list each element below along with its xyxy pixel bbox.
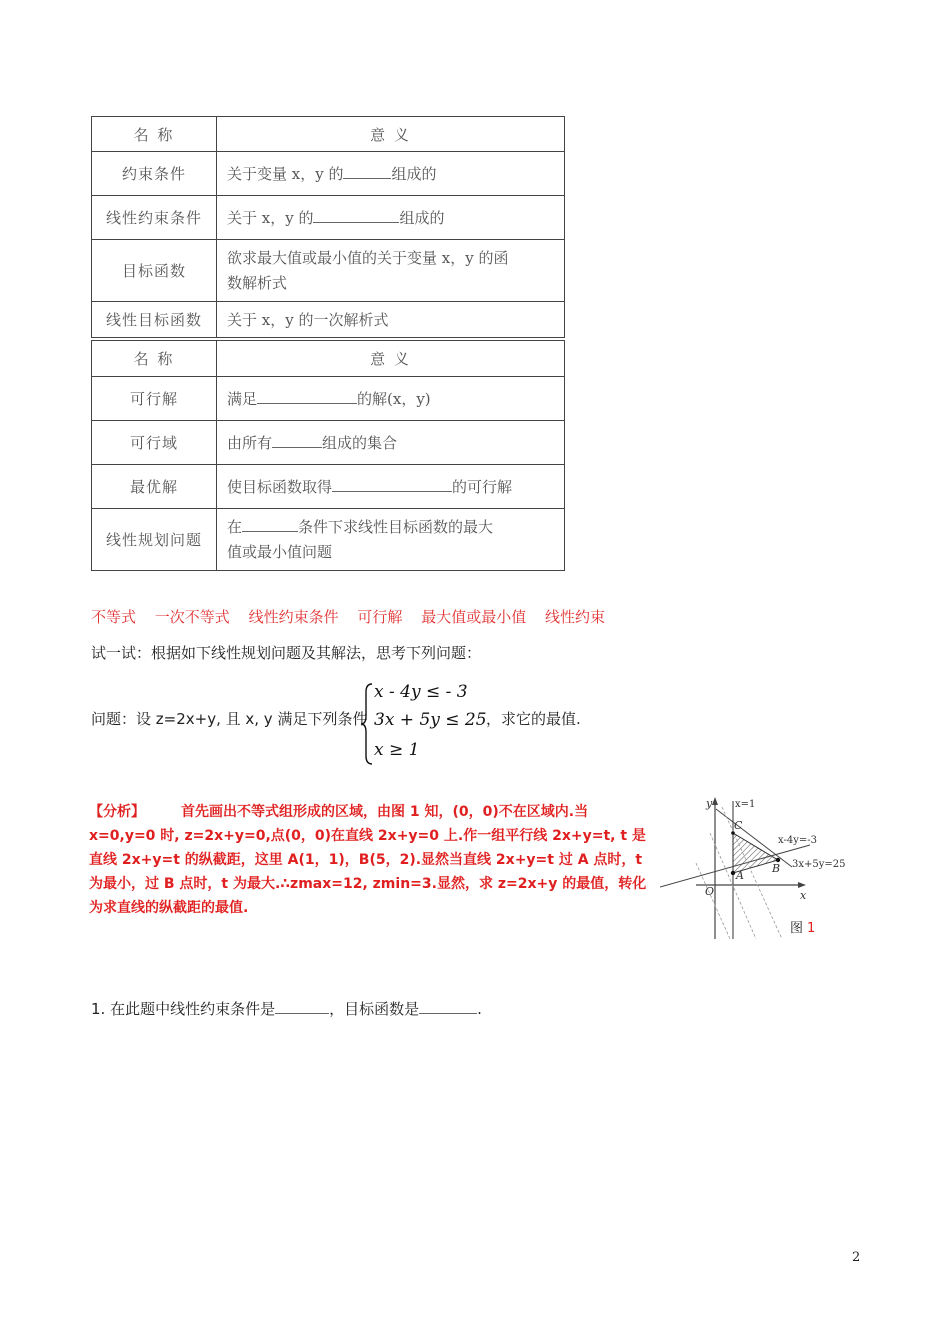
- row-name: 最优解: [92, 465, 217, 509]
- table1-header-name: 名 称: [92, 117, 217, 152]
- row-meaning: [217, 152, 565, 196]
- page-number: 2: [852, 1250, 861, 1265]
- point-c-label: C: [734, 819, 743, 832]
- table2-header-name: 名 称: [92, 341, 217, 377]
- problem-suffix: ，求它的最值.: [486, 710, 581, 728]
- caption-prefix: 图: [790, 921, 804, 936]
- question-1: [91, 998, 482, 1019]
- meaning-text: 条件下求线性目标函数的最大: [298, 517, 494, 536]
- point-b-label: B: [772, 862, 781, 875]
- constraint-2: 3x + 5y ≤ 25: [374, 710, 487, 730]
- row-name: 线性约束条件: [92, 196, 217, 240]
- problem-prefix: 问题：设 z=2x+y, 且 x, y 满足下列条件: [91, 710, 368, 728]
- y-label: y: [706, 797, 713, 810]
- row-name: 可行解: [92, 377, 217, 421]
- fill-blank: [332, 477, 452, 492]
- answer-item: 线性约束条件: [248, 608, 339, 626]
- analysis-paragraph: [89, 800, 653, 920]
- row-meaning: 关于 x，y 的一次解析式: [217, 302, 565, 338]
- question-text: .: [477, 1000, 482, 1018]
- table1-header-meaning: 意 义: [217, 117, 565, 152]
- fill-blank: [257, 389, 357, 404]
- table-row: [92, 509, 565, 571]
- row-meaning: [217, 465, 565, 509]
- point-a-label: A: [736, 869, 744, 882]
- table-row: [92, 196, 565, 240]
- row-name: 约束条件: [92, 152, 217, 196]
- meaning-text: 使目标函数取得: [227, 478, 333, 496]
- line-label-3x5y: 3x+5y=25: [792, 859, 846, 870]
- fill-blank: [343, 164, 391, 179]
- meaning-text: 值或最小值问题: [227, 542, 333, 561]
- answer-item: 一次不等式: [154, 608, 230, 626]
- table-row: [92, 421, 565, 465]
- row-name: 可行域: [92, 421, 217, 465]
- analysis-tag: 【分析】: [89, 804, 145, 820]
- definition-table-1: [91, 116, 565, 338]
- line-label-x1: x=1: [735, 799, 756, 810]
- fill-blank: [419, 999, 477, 1014]
- answer-key: [91, 606, 619, 627]
- answer-item: 可行解: [357, 608, 403, 626]
- meaning-text: 由所有: [227, 434, 273, 452]
- definition-table-2: [91, 340, 565, 571]
- answer-item: 最大值或最小值: [421, 608, 527, 626]
- meaning-text: 在: [227, 517, 243, 536]
- fill-blank: [272, 433, 322, 448]
- answer-item: 线性约束: [544, 608, 605, 626]
- meaning-text: 的可行解: [452, 478, 513, 496]
- meaning-text: 关于变量 x，y 的: [227, 165, 344, 183]
- meaning-text: 关于 x，y 的: [227, 209, 314, 227]
- table2-header-meaning: 意 义: [217, 341, 565, 377]
- left-brace-icon: [360, 682, 374, 766]
- feasible-region-graph: [660, 793, 860, 945]
- origin-label: O: [705, 885, 715, 898]
- table-row: [92, 377, 565, 421]
- figure-caption: [790, 921, 815, 936]
- row-meaning: [217, 421, 565, 465]
- fill-blank: [242, 517, 298, 532]
- row-meaning: [217, 240, 565, 302]
- meaning-text: 满足: [227, 390, 258, 408]
- row-name: 目标函数: [92, 240, 217, 302]
- line-label-x4y: x-4y=-3: [778, 835, 817, 846]
- row-meaning: [217, 196, 565, 240]
- meaning-text: 组成的: [391, 165, 437, 183]
- feasible-region-figure: [660, 793, 860, 945]
- row-name: 线性规划问题: [92, 509, 217, 571]
- row-name: 线性目标函数: [92, 302, 217, 338]
- meaning-text: 欲求最大值或最小值的关于变量 x，y 的函: [227, 248, 509, 267]
- fill-blank: [275, 999, 329, 1014]
- x-label: x: [800, 889, 807, 902]
- question-text: ，目标函数是: [329, 1000, 420, 1018]
- caption-number: 1: [807, 921, 816, 936]
- table-row: [92, 240, 565, 302]
- meaning-text: 组成的集合: [322, 434, 398, 452]
- question-text: 1. 在此题中线性约束条件是: [91, 1000, 276, 1018]
- table-row: [92, 302, 565, 338]
- analysis-text: 首先画出不等式组形成的区域，由图 1 知，(0，0)不在区域内.当 x=0,y=0 时, z=2x+y=0,点(0，0)在直线 2x+y=0 上.作一组平行线 2x+y=t, t 是直线 2x+y=t 的纵截距，这里 A(1，1)，B(5，2).显然当直线 2x+y=t 过 A 点时，t 为最小，过 B 点时，t 为最大.∴zmax=12, zmin=3.显然，求 z=2x+y 的最值，转化为求直线的纵截距的最值.: [89, 804, 647, 916]
- constraint-1: x - 4y ≤ - 3: [374, 682, 468, 702]
- try-instruction: 试一试：根据如下线性规划问题及其解法，思考下列问题：: [91, 644, 482, 662]
- row-meaning: [217, 377, 565, 421]
- meaning-text: 数解析式: [227, 273, 288, 292]
- constraint-3: x ≥ 1: [374, 740, 420, 760]
- meaning-text: 组成的: [399, 209, 445, 227]
- constraint-system: [360, 682, 500, 766]
- fill-blank: [313, 208, 399, 223]
- answer-item: 不等式: [91, 608, 137, 626]
- table-row: [92, 152, 565, 196]
- row-meaning: [217, 509, 565, 571]
- table-row: [92, 465, 565, 509]
- meaning-text: 的解(x，y): [357, 390, 431, 408]
